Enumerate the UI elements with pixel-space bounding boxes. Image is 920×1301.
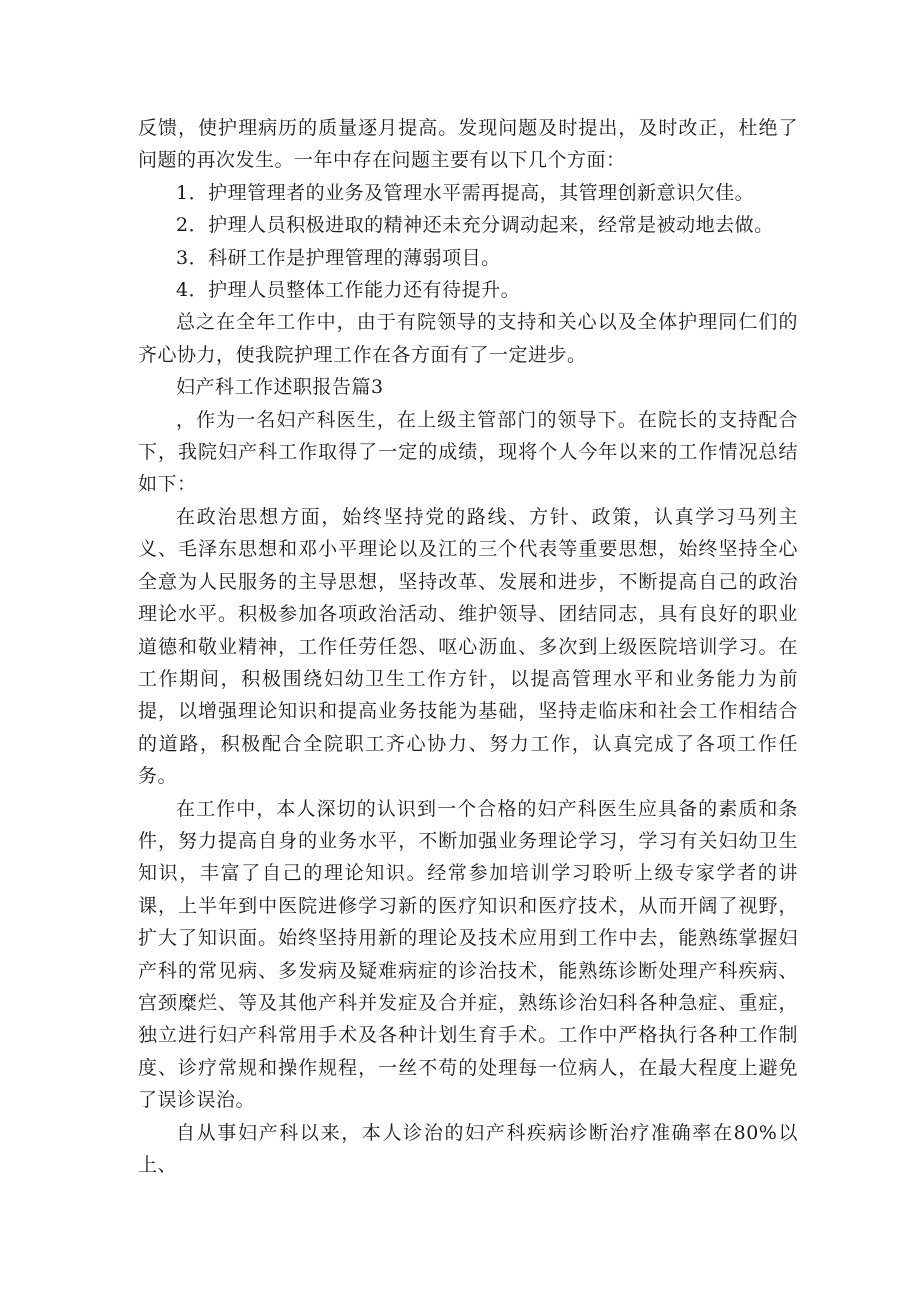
list-item-1: 1．护理管理者的业务及管理水平需再提高，其管理创新意识欠佳。 [176, 181, 755, 204]
section-heading: 妇产科工作述职报告篇3 [176, 376, 384, 399]
paragraph-accuracy: 自从事妇产科以来，本人诊治的妇产科疾病诊断治疗准确率在80%以上、 [138, 1121, 798, 1176]
paragraph-continued: 反馈，使护理病历的质量逐月提高。发现问题及时提出，及时改正，杜绝了问题的再次发生。一年中存在问题主要有以下几个方面： [138, 117, 798, 172]
paragraph-summary: 总之在全年工作中，由于有院领导的支持和关心以及全体护理同仁们的齐心协力，使我院护理工作在各方面有了一定进步。 [138, 311, 798, 366]
paragraph-work: 在工作中，本人深切的认识到一个合格的妇产科医生应具备的素质和条件，努力提高自身的业务水平，不断加强业务理论学习，学习有关妇幼卫生知识，丰富了自己的理论知识。经常参加培训学习聆听上级专家学者的讲课，上半年到中医院进修学习新的医疗知识和医疗技术，从而开阔了视野，扩大了知识面。始终坚持用新的理论及技术应用到工作中去，能熟练掌握妇产科的常见病、多发病及疑难病症的诊治技术，能熟练诊断处理产科疾病、宫颈糜烂、等及其他产科并发症及合并症，熟练诊治妇科各种急症、重症，独立进行妇产科常用手术及各种计划生育手术。工作中严格执行各种工作制度、诊疗常规和操作规程，一丝不苟的处理每一位病人，在最大程度上避免了误诊误治。 [138, 797, 798, 1112]
list-item-3: 3．科研工作是护理管理的薄弱项目。 [176, 246, 501, 269]
list-item-2: 2．护理人员积极进取的精神还未充分调动起来，经常是被动地去做。 [176, 214, 774, 237]
list-item-4: 4．护理人员整体工作能力还有待提升。 [176, 279, 521, 302]
body-text [138, 112, 798, 1181]
paragraph-intro: ，作为一名妇产科医生，在上级主管部门的领导下。在院长的支持配合下，我院妇产科工作取得了一定的成绩，现将个人今年以来的工作情况总结如下： [138, 408, 798, 496]
paragraph-political: 在政治思想方面，始终坚持党的路线、方针、政策，认真学习马列主义、毛泽东思想和邓小平理论以及江的三个代表等重要思想，始终坚持全心全意为人民服务的主导思想，坚持改革、发展和进步，不断提高自己的政治理论水平。积极参加各项政治活动、维护领导、团结同志，具有良好的职业道德和敬业精神，工作任劳任怨、呕心沥血、多次到上级医院培训学习。在工作期间，积极围绕妇幼卫生工作方针，以提高管理水平和业务能力为前提，以增强理论知识和提高业务技能为基础，坚持走临床和社会工作相结合的道路，积极配合全院职工齐心协力、努力工作，认真完成了各项工作任务。 [138, 505, 798, 788]
